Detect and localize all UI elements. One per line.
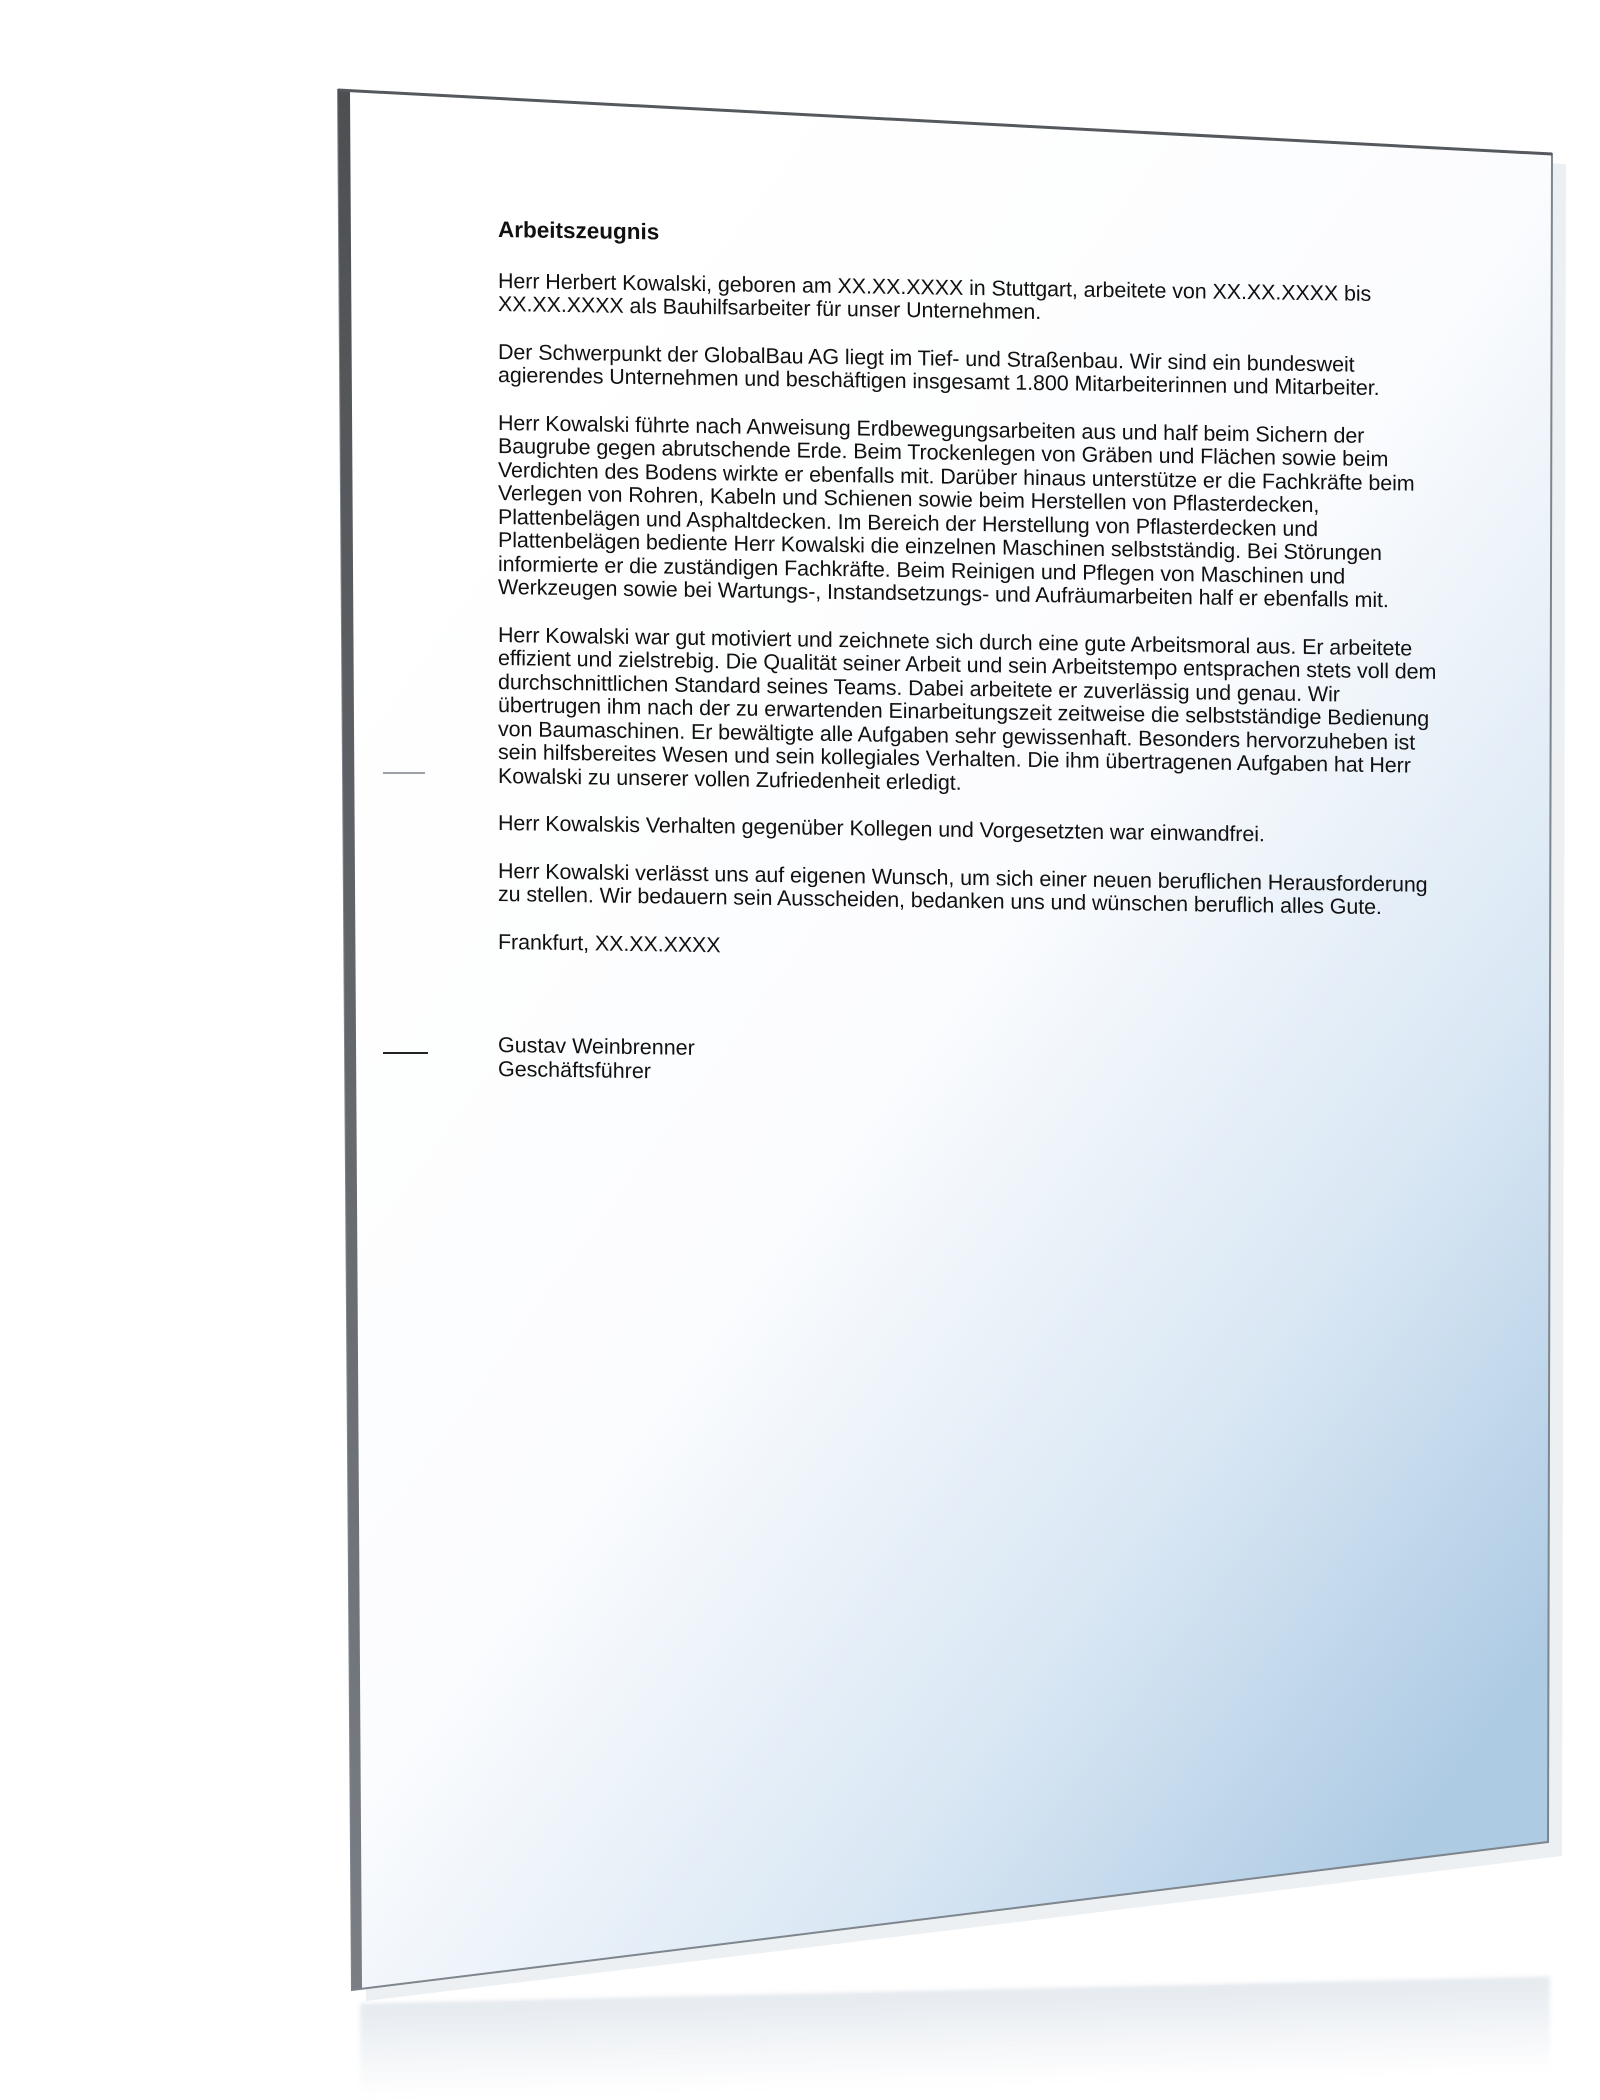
- paragraph-intro: Herr Herbert Kowalski, geboren am XX.XX.XXXX in Stuttgart, arbeitete von XX.XX.XXXX bis XX.XX.XXXX als Bauhilfsarbeiter für unser Unternehmen.: [498, 268, 1372, 325]
- place-date: Frankfurt, XX.XX.XXXX: [498, 929, 721, 957]
- fold-mark-top: [383, 772, 425, 774]
- signer-role: Geschäftsführer: [498, 1056, 651, 1083]
- paragraph-farewell: Herr Kowalski verlässt uns auf eigenen Wunsch, um sich einer neuen beruflichen Herausforderung zu stellen. Wir bedauern sein Ausscheiden, bedanken uns und wünschen beruflich alles Gute.: [498, 858, 1428, 920]
- paragraph-duties: Herr Kowalski führte nach Anweisung Erdbewegungsarbeiten aus und half beim Sichern der Baugrube gegen abrutschende Erde. Beim Trockenlegen von Gräben und Flächen sowie beim Verdichten des Bodens wirkte er ebenfalls mit. Darüber hinaus unterstütze er die Fachkräfte beim Verlegen von Rohren, Kabeln und Schienen sowie beim Herstellen von Pflasterdecken, Plattenbelägen und Asphaltdecken. Im Bereich der Herstellung von Pflasterdecken und Plattenbelägen bediente Herr Kowalski die einzelnen Maschinen selbstständig. Bei Störungen informierte er die zuständigen Fachkräfte. Beim Reinigen und Pflegen von Maschinen und Werkzeugen sowie bei Wartungs-, Instandsetzungs- und Aufräumarbeiten half er ebenfalls mit.: [498, 410, 1415, 613]
- document-content: [498, 200, 1438, 1095]
- punch-mark: [383, 1052, 428, 1054]
- paragraph-performance: Herr Kowalski war gut motiviert und zeichnete sich durch eine gute Arbeitsmoral aus. Er arbeitete effizient und zielstrebig. Die Qualität seiner Arbeit und sein Arbeitstempo entsprachen stets voll dem durchschnittlichen Standard seines Teams. Dabei arbeitete er zuverlässig und genau. Wir übertrugen ihm nach der zu erwartenden Einarbeitungszeit zeitweise die selbstständige Bedienung von Baumaschinen. Er bewältigte alle Aufgaben sehr gewissenhaft. Besonders hervorzuheben ist sein hilfsbereites Wesen und sein kollegiales Verhalten. Die ihm übertragenen Aufgaben hat Herr Kowalski zu unserer vollen Zufriedenheit erledigt.: [498, 622, 1437, 795]
- signer-name: Gustav Weinbrenner: [498, 1033, 695, 1060]
- paragraph-company: Der Schwerpunkt der GlobalBau AG liegt im Tief- und Straßenbau. Wir sind ein bundesweit agierendes Unternehmen und beschäftigen insgesamt 1.800 Mitarbeiterinnen und Mitarbeiter.: [498, 339, 1380, 401]
- document-title: Arbeitszeugnis: [498, 217, 660, 245]
- paragraph-conduct: Herr Kowalskis Verhalten gegenüber Kollegen und Vorgesetzten war einwandfrei.: [498, 811, 1265, 847]
